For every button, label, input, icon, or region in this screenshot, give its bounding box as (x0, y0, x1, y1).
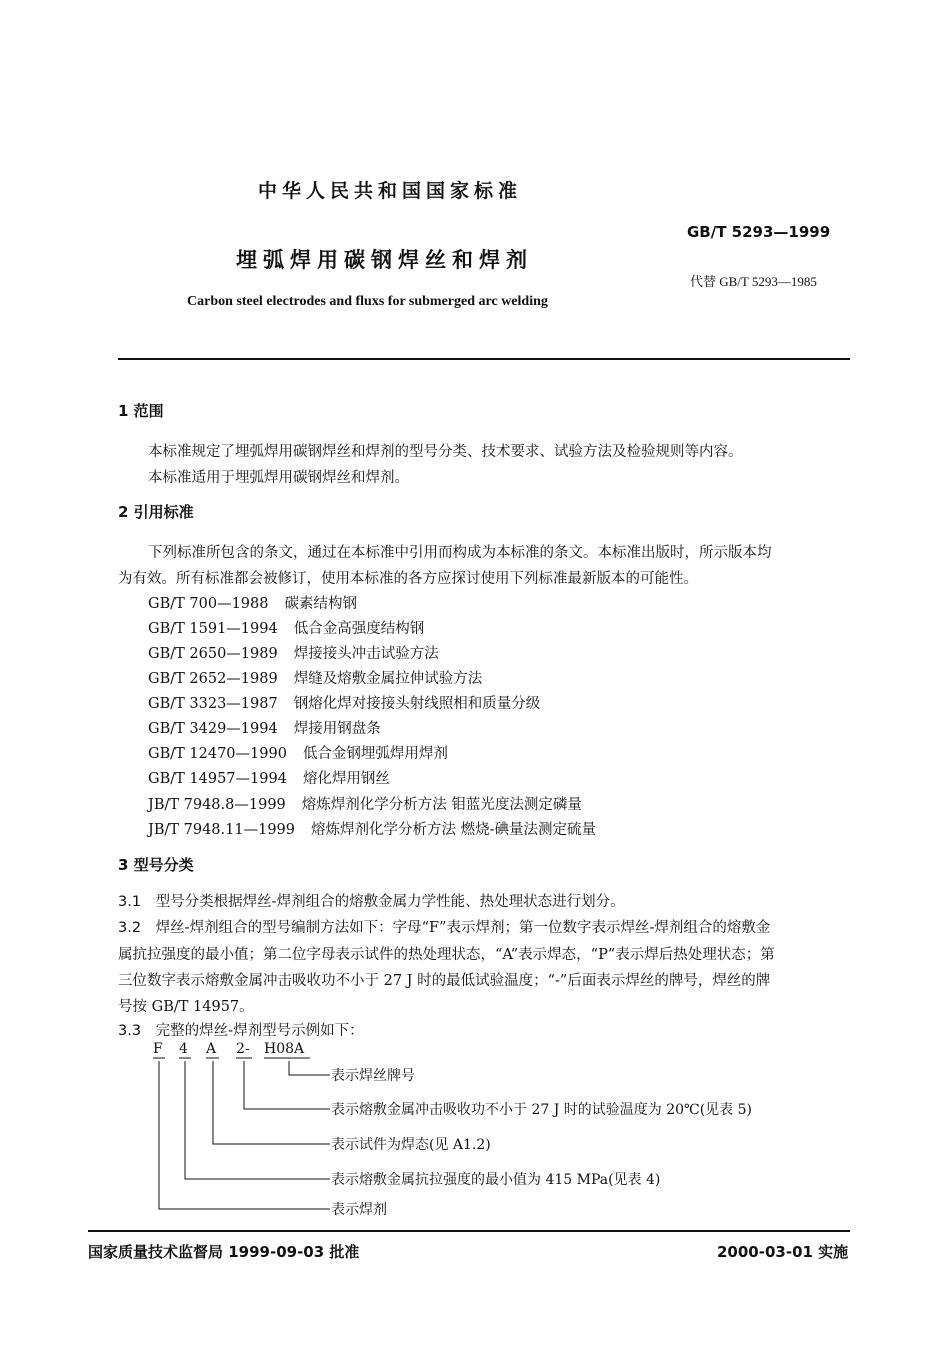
clause-3-2-line-1 (118, 916, 770, 937)
reference-code: JB/T 7948.8—1999 (148, 797, 286, 813)
designation-diagram (150, 1041, 850, 1226)
section-3-heading: 3 型号分类 (118, 856, 194, 874)
section-2-paragraph-line-1: 下列标准所包含的条文，通过在本标准中引用而构成为本标准的条文。本标准出版时，所示版本均 (148, 545, 772, 561)
clause-number: 3.2 (118, 920, 142, 936)
reference-item (148, 692, 540, 713)
reference-code: GB/T 12470—1990 (148, 746, 287, 762)
reference-item (148, 767, 390, 788)
reference-item (148, 642, 439, 663)
reference-name: 低合金高强度结构钢 (293, 621, 425, 637)
symbol-tensile: 4 (179, 1041, 188, 1057)
reference-item (148, 592, 357, 613)
reference-code: GB/T 2650—1989 (148, 646, 278, 662)
clause-number: 3.3 (118, 1023, 142, 1039)
clause-number: 3.1 (118, 894, 142, 910)
section-1-heading: 1 范围 (118, 402, 164, 420)
reference-item (148, 717, 381, 738)
reference-name: 钢熔化焊对接接头射线照相和质量分级 (293, 696, 541, 712)
document-title-cn: 埋弧焊用碳钢焊丝和焊剂 (236, 248, 533, 272)
designation-leader-lines (150, 1041, 850, 1226)
clause-text: 型号分类根据焊丝-焊剂组合的熔敷金属力学性能、热处理状态进行划分。 (155, 894, 625, 910)
reference-name: 碳素结构钢 (284, 596, 357, 612)
reference-item (148, 667, 482, 688)
section-1-paragraph-2: 本标准适用于埋弧焊用碳钢焊丝和焊剂。 (148, 470, 409, 486)
reference-code: GB/T 3429—1994 (148, 721, 278, 737)
clause-text: 完整的焊丝-焊剂型号示例如下： (155, 1023, 364, 1039)
label-heat-treatment: 表示试件为焊态(见 A1.2) (331, 1137, 491, 1153)
symbol-wire-grade: H08A (264, 1041, 305, 1057)
reference-item (148, 617, 424, 638)
section-1-paragraph-1: 本标准规定了埋弧焊用碳钢焊丝和焊剂的型号分类、技术要求、试验方法及检验规则等内容。 (148, 444, 743, 460)
reference-name: 焊缝及熔敷金属拉伸试验方法 (293, 671, 483, 687)
reference-code: GB/T 14957—1994 (148, 771, 287, 787)
symbol-heat-treatment: A (206, 1041, 217, 1057)
reference-code: GB/T 1591—1994 (148, 621, 278, 637)
effective-date: 2000-03-01 实施 (717, 1243, 849, 1261)
reference-code: JB/T 7948.11—1999 (148, 822, 295, 838)
replaces-standard: 代替 GB/T 5293—1985 (690, 274, 817, 289)
reference-name: 熔炼焊剂化学分析方法 钼蓝光度法测定磷量 (301, 797, 582, 813)
clause-3-1 (118, 890, 625, 911)
reference-item (148, 742, 448, 763)
label-wire-grade: 表示焊丝牌号 (331, 1068, 415, 1084)
section-2-paragraph-line-2: 为有效。所有标准都会被修订，使用本标准的各方应探讨使用下列标准最新版本的可能性。 (118, 571, 698, 587)
symbol-impact-temp: 2- (236, 1041, 250, 1057)
clause-3-3 (118, 1019, 364, 1040)
reference-item (148, 818, 596, 839)
label-impact-temp: 表示熔敷金属冲击吸收功不小于 27 J 时的试验温度为 20℃(见表 5) (331, 1102, 752, 1118)
standard-number: GB/T 5293—1999 (687, 223, 831, 241)
reference-name: 熔化焊用钢丝 (302, 771, 390, 787)
reference-code: GB/T 3323—1987 (148, 696, 278, 712)
reference-code: GB/T 2652—1989 (148, 671, 278, 687)
clause-3-2-line-4: 号按 GB/T 14957。 (118, 999, 254, 1015)
reference-code: GB/T 700—1988 (148, 596, 269, 612)
document-title-en: Carbon steel electrodes and fluxs for submerged arc welding (187, 294, 548, 309)
clause-3-2-line-3: 三位数字表示熔敷金属冲击吸收功不小于 27 J 时的最低试验温度；“-”后面表示焊丝的牌号，焊丝的牌 (118, 973, 771, 989)
section-2-heading: 2 引用标准 (118, 503, 194, 521)
symbol-flux: F (153, 1041, 163, 1057)
reference-name: 熔炼焊剂化学分析方法 燃烧-碘量法测定硫量 (311, 822, 597, 838)
reference-name: 低合金钢埋弧焊用焊剂 (302, 746, 448, 762)
approval-statement: 国家质量技术监督局 1999-09-03 批准 (88, 1243, 360, 1261)
header-divider (118, 358, 850, 360)
label-flux: 表示焊剂 (331, 1202, 387, 1218)
reference-name: 焊接接头冲击试验方法 (293, 646, 439, 662)
reference-name: 焊接用钢盘条 (293, 721, 381, 737)
clause-text: 焊丝-焊剂组合的型号编制方法如下：字母“F”表示焊剂；第一位数字表示焊丝-焊剂组合的熔敷金 (155, 920, 771, 936)
reference-item (148, 793, 582, 814)
clause-3-2-line-2: 属抗拉强度的最小值；第二位字母表示试件的热处理状态，“A”表示焊态，“P”表示焊后热处理状态；第 (118, 947, 775, 963)
national-standard-heading: 中华人民共和国国家标准 (258, 180, 523, 202)
label-tensile: 表示熔敷金属抗拉强度的最小值为 415 MPa(见表 4) (331, 1172, 661, 1188)
footer-divider (88, 1230, 850, 1232)
